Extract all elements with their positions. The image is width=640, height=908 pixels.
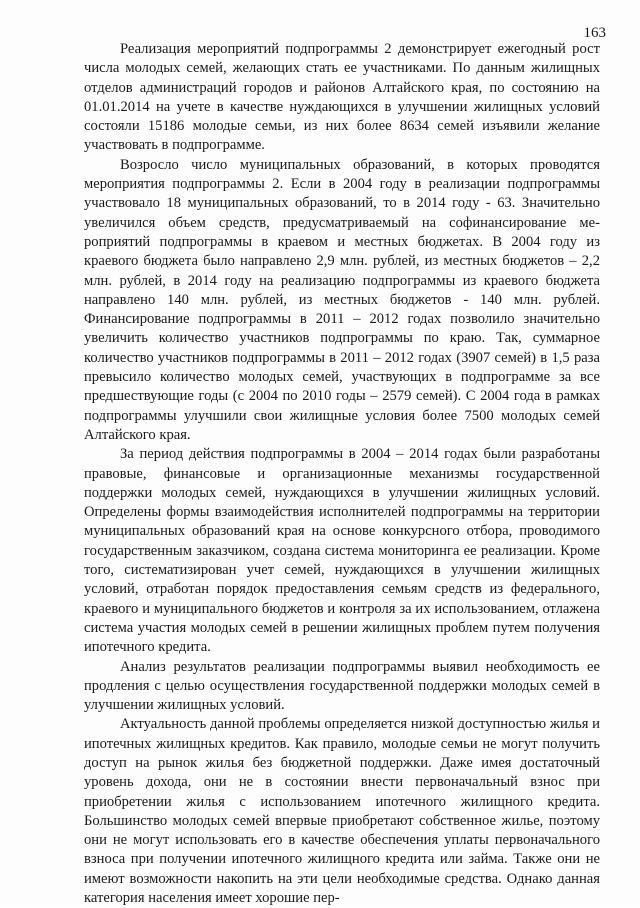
page-number: 163 xyxy=(583,25,606,41)
paragraph-2: Возросло число муниципальных образований, в которых проводятся мероприятия подпрограммы 2. Если в 2004 году в реализации подпрограммы участвовало 18 муниципальных образований, то в 2014 году - 63. Значительно увеличился объем средств, предусматриваемый на софинансирование мероприятий подпрограммы в краевом и местных бюджетах. В 2004 году из краевого бюджета было направлено 2,9 млн. рублей, из местных бюджетов – 2,2 млн. рублей, в 2014 году на реализацию подпрограммы из краевого бюджета направлено 140 млн. рублей, из местных бюджетов - 140 млн. рублей. Финансирование подпрограммы в 2011 – 2012 годах позволило значительно увеличить количество участников подпрограммы по краю. Так, суммарное количество участников подпрограммы в 2011 – 2012 годах (3907 семей) в 1,5 раза превысило количество молодых семей, участвующих в подпрограмме за все предшествующие годы (с 2004 по 2010 годы – 2579 семей). С 2004 года в рамках подпрограммы улучшили свои жилищные условия более 7500 молодых семей Алтайского края. xyxy=(84,156,600,443)
paragraph-3: За период действия подпрограммы в 2004 – 2014 годах были разработаны правовые, финансовые и организационные механизмы государственной поддержки молодых семей, нуждающихся в улучшении жилищных условий. Определены формы взаимодействия исполнителей подпрограммы на территории муниципальных образований края на основе конкурсного отбора, проводимого государственным заказчиком, создана система мониторинга ее реализации. Кроме того, систематизирован учет семей, нуждающихся в улучшении жилищных условий, отработан порядок предоставления семьям средств из федерального, краевого и муниципального бюджетов и контроля за их использованием, отлажена система участия молодых семей в решении жилищных проблем путем получения ипотечного кредита. xyxy=(84,446,600,656)
paragraph-5: Актуальность данной проблемы определяется низкой доступностью жилья и ипотечных жилищных кредитов. Как правило, молодые семьи не могут получить доступ на рынок жилья без бюджетной поддержки. Даже имея достаточный уровень дохода, они не в состоянии внести первоначальный взнос при приобретении жилья с использованием ипотечного жилищного кредита. Большинство молодых семей впервые приобретают собственное жилье, поэтому они не могут использовать его в качестве обеспечения уплаты первоначального взноса при получении ипотечного жилищного кредита или займа. Также они не имеют возможности накопить на эти цели необходимые средства. Однако данная категория населения имеет хорошие пер- xyxy=(84,716,600,907)
paragraph-1: Реализация мероприятий подпрограммы 2 демонстрирует ежегодный рост числа молодых семей, желающих стать ее участниками. По данным жилищных отделов администраций городов и районов Алтайского края, по состоянию на 01.01.2014 на учете в качестве нуждающихся в улучшении жилищных условий состояли 15186 молодые семьи, из них более 8634 семей изъявили желание участвовать в подпрограмме. xyxy=(84,41,600,154)
paragraph-4: Анализ результатов реализации подпрограммы выявил необходимость ее продления с целью осуществления государственной поддержки молодых семей в улучшении жилищных условий. xyxy=(84,658,600,714)
body-text xyxy=(84,40,600,908)
